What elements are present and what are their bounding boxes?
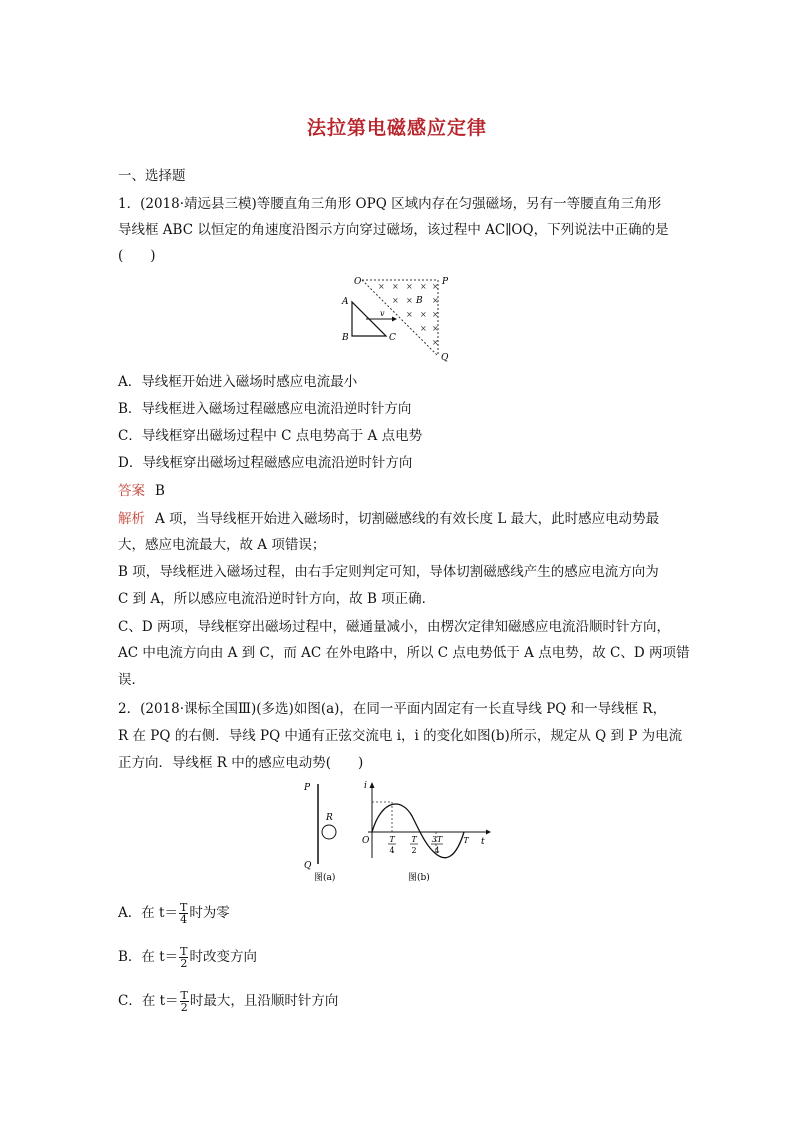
q2-tick-3T4-den: 4 [434,846,440,855]
svg-text:×: × [420,282,427,291]
q1-fig-label-v: v [380,309,385,318]
q1-analysis-line-3: B 项，导线框进入磁场过程，由右手定则判定可知，导体切割磁感线产生的感应电流方向为 [118,564,659,580]
q1-analysis-line-5: C、D 两项，导线框穿出磁场过程中，磁通量减小，由楞次定律知磁感应电流沿顺时针方向， [118,619,670,635]
q1-analysis-line-4: C 到 A，所以感应电流沿逆时针方向，故 B 项正确． [118,591,436,607]
svg-text:×: × [432,296,439,305]
q1-analysis-line-1: 解析 A 项，当导线框开始进入磁场时，切割磁感线的有效长度 L 最大，此时感应电动势最 [118,511,660,527]
q2-fig-label-t: t [481,837,485,847]
q2-stem-line-3: 正方向．导线框 R 中的感应电动势( ) [118,755,364,771]
answer-label: 答案 [118,483,145,499]
svg-text:×: × [378,282,385,291]
q1-fig-label-O: O [354,277,362,287]
svg-text:×: × [392,296,399,305]
q1-analysis-line-2: 大，感应电流最大，故 A 项错误； [118,537,326,553]
svg-text:×: × [392,282,399,291]
svg-text:×: × [420,324,427,333]
q2-caption-b: 图(b) [408,873,430,883]
q2-fig-label-Q: Q [304,861,312,871]
answer-value: B [155,483,165,499]
q1-stem-line-1: 1．(2018·靖远县三模)等腰直角三角形 OPQ 区域内存在匀强磁场，另有一等腰直角三角形 [118,196,662,212]
q1-figure [336,272,462,364]
q1-fig-label-Q: Q [441,353,449,363]
fraction: $\frac{T}{2}$ [180,989,188,1014]
q1-stem-line-2: 导线框 ABC 以恒定的角速度沿图示方向穿过磁场，该过程中 AC∥OQ，下列说法中正确的是 [118,222,669,238]
q1-fig-label-A: A [342,297,349,307]
q1-analysis-line-7: 误． [118,672,145,688]
q2-tick-T4-num: T [389,835,395,844]
q1-field-crosses [378,282,439,347]
svg-text:×: × [432,310,439,319]
q1-option-c: C．导线框穿出磁场过程中 C 点电势高于 A 点电势 [118,428,423,444]
q1-fig-label-P: P [442,277,449,287]
svg-text:×: × [406,282,413,291]
svg-text:×: × [432,282,439,291]
q1-fig-label-field-B: B [416,296,423,306]
q2-tick-T4-den: 4 [389,846,395,855]
q2-option-b: B．在 t＝ $\frac{T}{2}$ 时改变方向 [118,945,257,970]
fraction: $\frac{T}{4}$ [179,901,188,926]
svg-text:×: × [420,310,427,319]
svg-text:×: × [432,338,439,347]
q1-option-d: D．导线框穿出磁场过程磁感应电流沿逆时针方向 [118,455,413,471]
analysis-label: 解析 [118,511,145,527]
page-title: 法拉第电磁感应定律 [306,117,487,139]
fraction: $\frac{T}{2}$ [180,945,188,970]
q1-option-b: B．导线框进入磁场过程磁感应电流沿逆时针方向 [118,401,412,417]
q2-caption-a: 图(a) [314,873,336,883]
q2-option-a: A．在 t＝ $\frac{T}{4}$ 时为零 [118,901,230,926]
svg-text:×: × [406,310,413,319]
svg-text:×: × [406,296,413,305]
q2-stem-line-2: R 在 PQ 的右侧．导线 PQ 中通有正弦交流电 i，i 的变化如图(b)所示，规定从 Q 到 P 为电流 [118,728,683,744]
q2-stem-line-1: 2．(2018·课标全国Ⅲ)(多选)如图(a)，在同一平面内固定有一长直导线 PQ 和一导线框 R， [118,701,667,717]
q1-fig-label-B: B [342,333,349,343]
q2-fig-label-P: P [304,783,311,793]
q2-tick-T: T [463,836,469,845]
q2-tick-T2-den: 2 [411,846,417,855]
q2-option-c: C．在 t＝ $\frac{T}{2}$ 时最大，且沿顺时针方向 [118,989,339,1014]
q2-fig-label-R: R [326,813,333,823]
q1-fig-label-C: C [389,333,396,343]
q2-fig-label-i: i [364,781,367,791]
q2-tick-3T4-num: 3T [431,835,443,844]
svg-text:×: × [432,324,439,333]
section-heading: 一、选择题 [118,168,186,184]
q1-analysis-line-6: AC 中电流方向由 A 到 C，而 AC 在外电路中，所以 C 点电势低于 A 点电势，故 C、D 两项错 [118,645,690,661]
q1-option-a: A．导线框开始进入磁场时感应电流最小 [118,374,358,390]
q2-fig-label-O: O [362,836,370,846]
q1-stem-line-3: ( ) [118,248,156,264]
q2-figure [296,776,496,886]
q1-answer [118,481,678,501]
q2-tick-T2-num: T [411,835,417,844]
